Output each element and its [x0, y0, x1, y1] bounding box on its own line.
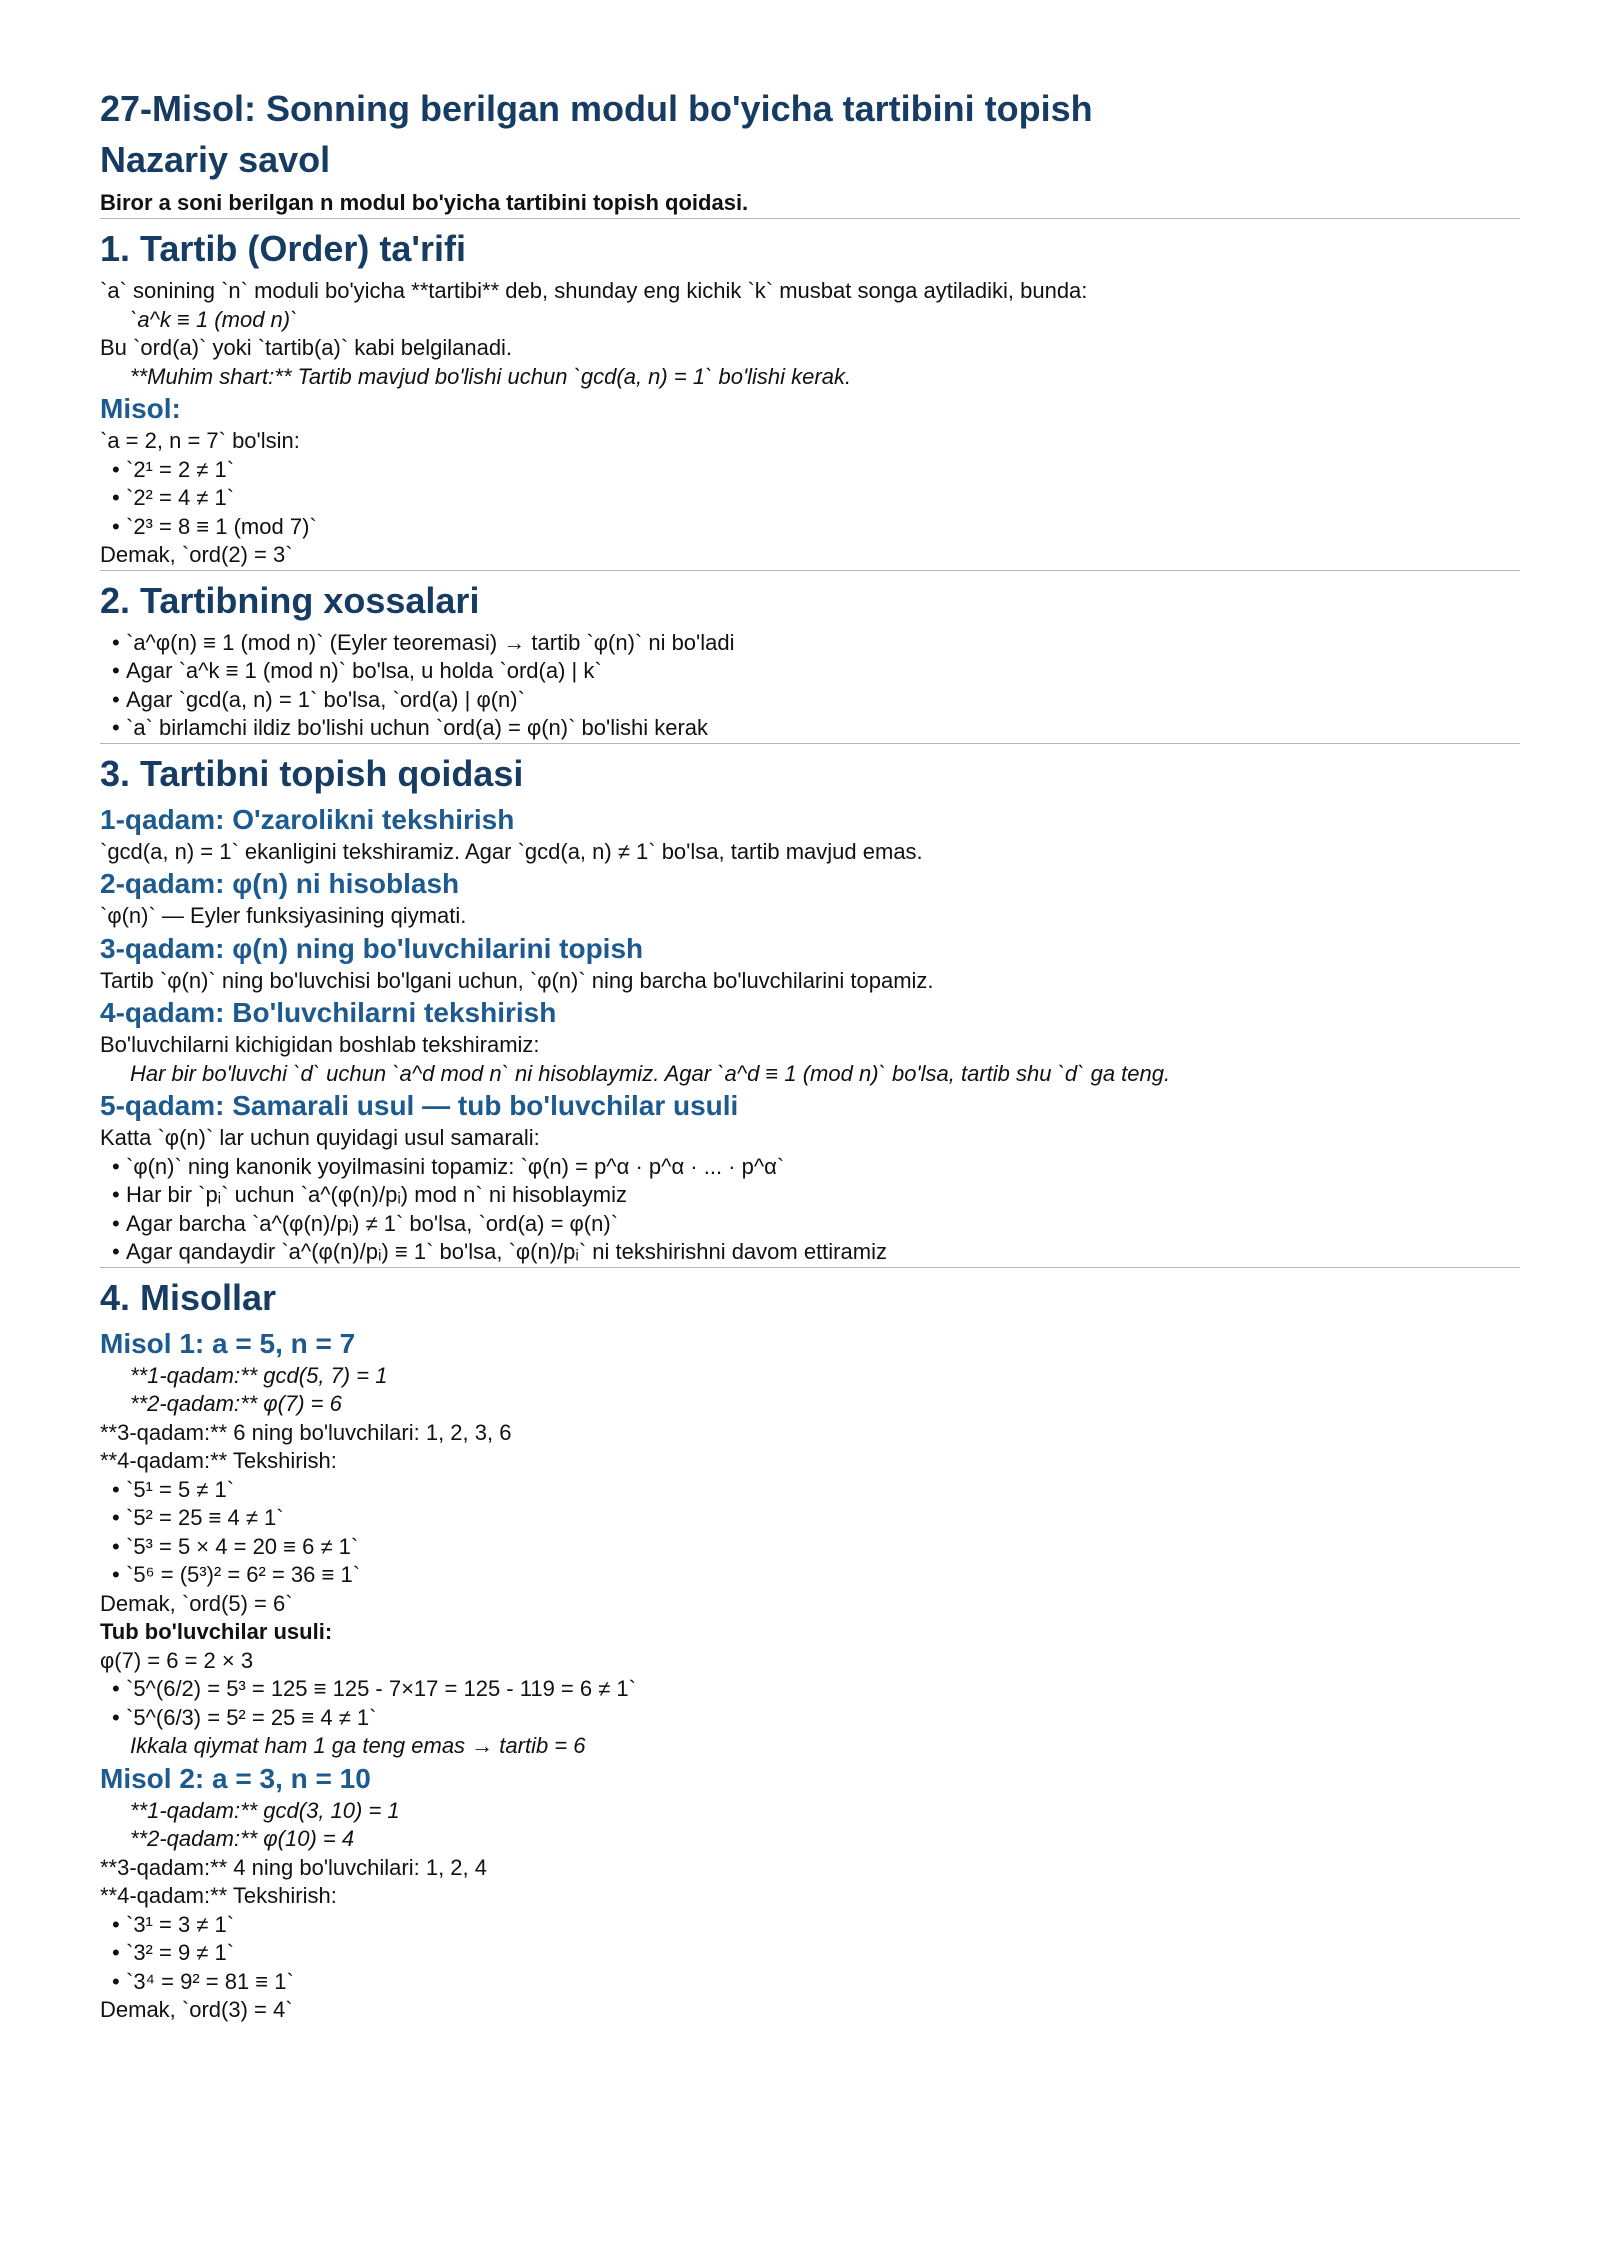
- section-heading: 4. Misollar: [100, 1276, 277, 1318]
- list-item: • `5³ = 5 × 4 = 20 ≡ 6 ≠ 1`: [112, 1533, 359, 1559]
- list-item: • `5⁶ = (5³)² = 6² = 36 ≡ 1`: [112, 1562, 361, 1587]
- subsection-heading: Misol:: [100, 393, 181, 424]
- paragraph: Katta `φ(n)` lar uchun quyidagi usul samarali:: [100, 1125, 540, 1150]
- note-line: Ikkala qiymat ham 1 ga teng emas → tartib = 6: [130, 1733, 586, 1758]
- step-heading: 2-qadam: φ(n) ni hisoblash: [100, 868, 460, 899]
- paragraph: `a = 2, n = 7` bo'lsin:: [100, 428, 300, 453]
- section-heading: 1. Tartib (Order) ta'rifi: [100, 228, 466, 269]
- list-item: • Har bir `pᵢ` uchun `a^(φ(n)/pᵢ) mod n` ni hisoblaymiz: [112, 1182, 627, 1207]
- paragraph: `φ(n)` — Eyler funksiyasining qiymati.: [100, 903, 467, 928]
- section-rule: [100, 750, 1520, 1267]
- list-item: • `3¹ = 3 ≠ 1`: [112, 1911, 235, 1937]
- list-item: • `2¹ = 2 ≠ 1`: [112, 456, 235, 482]
- step-line: **2-qadam:** φ(7) = 6: [130, 1391, 342, 1416]
- note-line: **Muhim shart:** Tartib mavjud bo'lishi uchun `gcd(a, n) = 1` bo'lishi kerak.: [130, 363, 852, 389]
- example-heading: Misol 1: a = 5, n = 7: [100, 1327, 356, 1359]
- step-line: **3-qadam:** 4 ning bo'luvchilari: 1, 2, 4: [100, 1854, 487, 1880]
- section-divider: [100, 570, 1520, 571]
- section-heading: 3. Tartibni topish qoidasi: [100, 752, 524, 794]
- section-heading: 2. Tartibning xossalari: [100, 579, 480, 621]
- section-examples: [100, 1274, 1520, 2025]
- paragraph: `gcd(a, n) = 1` ekanligini tekshiramiz. Agar `gcd(a, n) ≠ 1` bo'lsa, tartib mavjud emas.: [100, 838, 923, 864]
- step-line: **4-qadam:** Tekshirish:: [100, 1883, 337, 1908]
- list-item: • `2² = 4 ≠ 1`: [112, 485, 235, 510]
- list-item: • Agar barcha `a^(φ(n)/pᵢ) ≠ 1` bo'lsa, `ord(a) = φ(n)`: [112, 1210, 619, 1236]
- list-item: • Agar `gcd(a, n) = 1` bo'lsa, `ord(a) | φ(n)`: [112, 686, 525, 712]
- bullet-list: [100, 456, 1520, 542]
- paragraph: Bo'luvchilarni kichigidan boshlab tekshiramiz:: [100, 1032, 540, 1057]
- section-properties: [100, 577, 1520, 743]
- step-line: **4-qadam:** Tekshirish:: [100, 1448, 337, 1473]
- section-divider: [100, 743, 1520, 744]
- paragraph: Demak, `ord(3) = 4`: [100, 1997, 293, 2022]
- list-item: • `3² = 9 ≠ 1`: [112, 1940, 235, 1965]
- paragraph: Demak, `ord(5) = 6`: [100, 1590, 293, 1616]
- section-definition: [100, 225, 1520, 570]
- paragraph: `a` sonining `n` moduli bo'yicha **tartibi** deb, shunday eng kichik `k` musbat songa aytiladiki, bunda:: [100, 278, 1088, 303]
- step-line: **3-qadam:** 6 ning bo'luvchilari: 1, 2, 3, 6: [100, 1419, 512, 1445]
- step-heading: 1-qadam: O'zarolikni tekshirish: [100, 803, 515, 835]
- step-heading: 4-qadam: Bo'luvchilarni tekshirish: [100, 997, 557, 1028]
- page-subtitle: Nazariy savol: [100, 139, 331, 180]
- list-item: • `a` birlamchi ildiz bo'lishi uchun `ord(a) = φ(n)` bo'lishi kerak: [112, 715, 709, 740]
- paragraph: Tartib `φ(n)` ning bo'luvchisi bo'lgani uchun, `φ(n)` ning barcha bo'luvchilarini topamiz.: [100, 967, 934, 993]
- step-line: **1-qadam:** gcd(3, 10) = 1: [130, 1797, 400, 1823]
- step-heading: 5-qadam: Samarali usul — tub bo'luvchilar usuli: [100, 1090, 739, 1121]
- step-heading: 3-qadam: φ(n) ning bo'luvchilarini topish: [100, 932, 644, 964]
- list-item: • Agar `a^k ≡ 1 (mod n)` bo'lsa, u holda `ord(a) | k`: [112, 658, 602, 683]
- question-text: Biror a soni berilgan n modul bo'yicha tartibini topish qoidasi.: [100, 190, 749, 215]
- formula-line: `a^k ≡ 1 (mod n)`: [130, 306, 298, 332]
- bullet-list: [100, 1476, 1520, 1590]
- step-line: **1-qadam:** gcd(5, 7) = 1: [130, 1362, 388, 1388]
- list-item: • Agar qandaydir `a^(φ(n)/pᵢ) ≡ 1` bo'lsa, `φ(n)/pᵢ` ni tekshirishni davom ettiramiz: [112, 1239, 887, 1264]
- section-divider: [100, 218, 1520, 219]
- note-line: Har bir bo'luvchi `d` uchun `a^d mod n` ni hisoblaymiz. Agar `a^d ≡ 1 (mod n)` bo'lsa, tartib shu `d` ga teng.: [130, 1060, 1171, 1086]
- page-title: 27-Misol: Sonning berilgan modul bo'yicha tartibini topish: [100, 88, 1093, 129]
- step-line: **2-qadam:** φ(10) = 4: [130, 1826, 355, 1851]
- list-item: • `3⁴ = 9² = 81 ≡ 1`: [112, 1968, 294, 1994]
- bullet-list: [100, 1675, 1520, 1732]
- paragraph: Demak, `ord(2) = 3`: [100, 542, 293, 567]
- list-item: • `5¹ = 5 ≠ 1`: [112, 1476, 235, 1502]
- paragraph: φ(7) = 6 = 2 × 3: [100, 1647, 254, 1673]
- paragraph: Bu `ord(a)` yoki `tartib(a)` kabi belgilanadi.: [100, 335, 513, 360]
- list-item: • `a^φ(n) ≡ 1 (mod n)` (Eyler teoremasi) → tartib `φ(n)` ni bo'ladi: [112, 629, 735, 655]
- example-heading: Misol 2: a = 3, n = 10: [100, 1762, 371, 1794]
- list-item: • `φ(n)` ning kanonik yoyilmasini topamiz: `φ(n) = p^α · p^α · ... · p^α`: [112, 1153, 785, 1179]
- list-item: • `5² = 25 ≡ 4 ≠ 1`: [112, 1505, 284, 1530]
- list-item: • `2³ = 8 ≡ 1 (mod 7)`: [112, 513, 317, 539]
- method-label: Tub bo'luvchilar usuli:: [100, 1619, 333, 1644]
- bullet-list: [100, 629, 1520, 743]
- list-item: • `5^(6/3) = 5² = 25 ≡ 4 ≠ 1`: [112, 1704, 377, 1730]
- section-divider: [100, 1267, 1520, 1268]
- bullet-list: [100, 1911, 1520, 1997]
- bullet-list: [100, 1153, 1520, 1267]
- list-item: • `5^(6/2) = 5³ = 125 ≡ 125 - 7×17 = 125 - 119 = 6 ≠ 1`: [112, 1676, 636, 1701]
